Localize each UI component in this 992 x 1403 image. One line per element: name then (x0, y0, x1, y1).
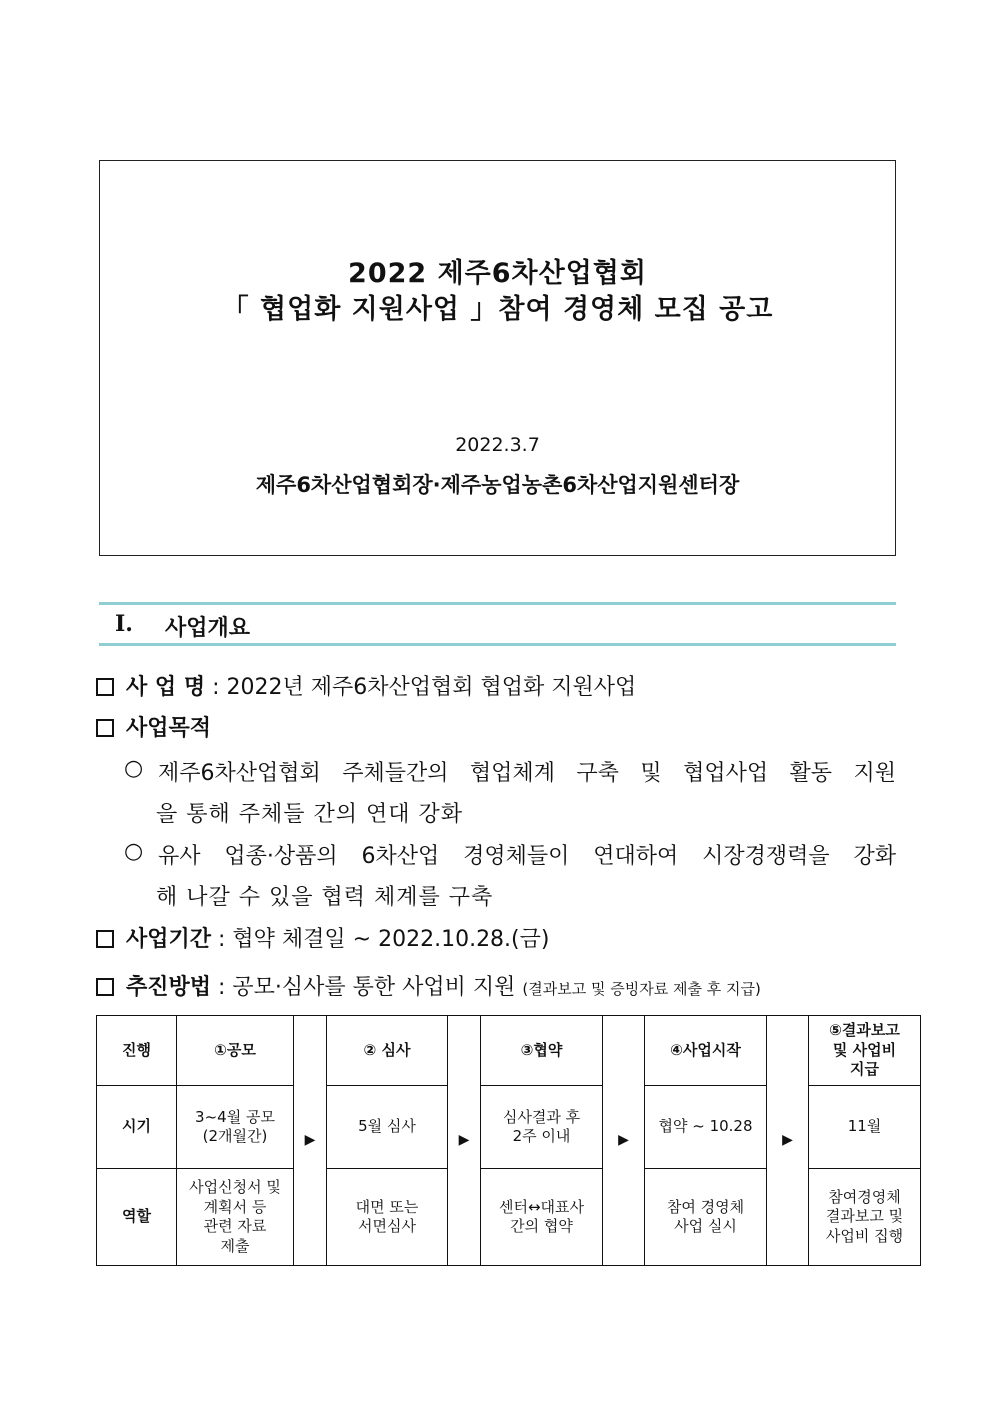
title-line-2: 「 협업화 지원사업 」참여 경영체 모집 공고 (221, 294, 774, 325)
bullet-text: 유사 업종·상품의 6차산업 경영체들이 연대하여 시장경쟁력을 강화 (158, 844, 896, 869)
method-row (96, 970, 761, 1001)
stage-cell: ①공모 (177, 1016, 294, 1086)
timing-cell: 5월 심사 (327, 1086, 448, 1169)
stage-cell: ② 심사 (327, 1016, 448, 1086)
purpose-row (96, 711, 211, 742)
role-cell: 대면 또는 서면심사 (327, 1169, 448, 1266)
role-cell: 참여 경영체 사업 실시 (645, 1169, 767, 1266)
announcement-date: 2022.3.7 (455, 434, 540, 456)
period-row (96, 922, 549, 953)
checkbox-square-icon (96, 930, 114, 948)
row-label-timing: 시기 (97, 1086, 177, 1169)
bullet-circle-icon: ○ (124, 839, 144, 864)
bullet-circle-icon: ○ (124, 756, 144, 781)
stage-cell: ⑤결과보고 및 사업비 지급 (809, 1016, 921, 1086)
business-name-label: 사 업 명 (126, 675, 206, 700)
arrow-right-icon: ▶ (603, 1016, 645, 1266)
purpose-bullet-2-continuation: 해 나갈 수 있을 협력 체계를 구축 (156, 885, 494, 910)
checkbox-square-icon (96, 678, 114, 696)
checkbox-square-icon (96, 978, 114, 996)
role-cell: 센터↔대표사 간의 협약 (481, 1169, 603, 1266)
period-value: : 협약 체결일 ~ 2022.10.28.(금) (218, 927, 550, 952)
organizer: 제주6차산업협회장·제주농업농촌6차산업지원센터장 (255, 473, 740, 497)
timing-cell: 3~4월 공모 (2개월간) (177, 1086, 294, 1169)
role-cell: 사업신청서 및 계획서 등 관련 자료 제출 (177, 1169, 294, 1266)
method-note: (결과보고 및 증빙자료 제출 후 지급) (522, 980, 761, 998)
section-number: Ⅰ. (115, 611, 133, 637)
checkbox-square-icon (96, 719, 114, 737)
section-title: 사업개요 (165, 616, 251, 641)
arrow-right-icon: ▶ (448, 1016, 481, 1266)
section-header (99, 602, 896, 646)
timing-cell: 11월 (809, 1086, 921, 1169)
purpose-bullet-1-continuation: 을 통해 주체들 간의 연대 강화 (156, 802, 463, 827)
row-label-stage: 진행 (97, 1016, 177, 1086)
stage-cell: ③협약 (481, 1016, 603, 1086)
business-name-value: : 2022년 제주6차산업협회 협업화 지원사업 (212, 675, 637, 700)
stage-cell: ④사업시작 (645, 1016, 767, 1086)
process-table (96, 1015, 921, 1266)
title-box (99, 160, 896, 556)
timing-cell: 협약 ~ 10.28 (645, 1086, 767, 1169)
title-line-1: 2022 제주6차산업협회 (348, 258, 647, 289)
arrow-right-icon: ▶ (294, 1016, 327, 1266)
method-value: : 공모·심사를 통한 사업비 지원 (218, 975, 516, 1000)
period-label: 사업기간 (126, 927, 212, 952)
method-label: 추진방법 (126, 975, 212, 1000)
arrow-right-icon: ▶ (767, 1016, 809, 1266)
row-label-role: 역할 (97, 1169, 177, 1266)
timing-cell: 심사결과 후 2주 이내 (481, 1086, 603, 1169)
business-name-row (96, 670, 636, 701)
purpose-label: 사업목적 (126, 716, 212, 741)
bullet-text: 제주6차산업협회 주체들간의 협업체계 구축 및 협업사업 활동 지원 (158, 761, 896, 786)
role-cell: 참여경영체 결과보고 및 사업비 집행 (809, 1169, 921, 1266)
